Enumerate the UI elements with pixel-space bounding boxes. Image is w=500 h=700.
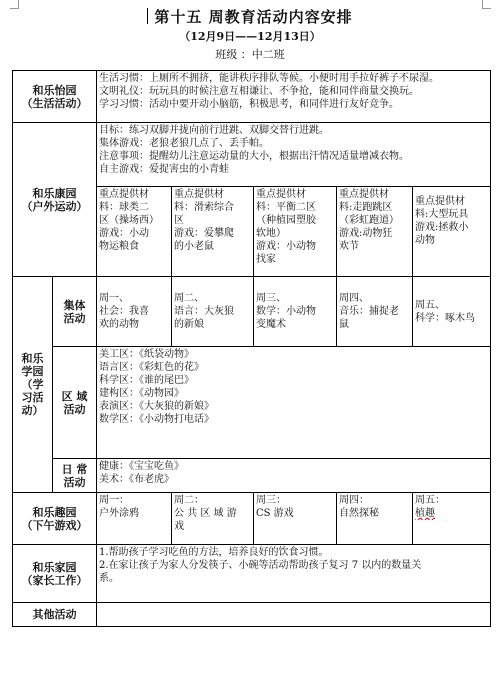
fun-day-3[interactable]: 周三： CS 游戏 (254, 493, 337, 545)
group-activity-header: 集体 活动 (53, 277, 97, 347)
group-day-3[interactable]: 周三、 数学：小动物 变魔术 (254, 277, 337, 347)
fun-header: 和乐趣园 （下午游戏） (13, 493, 97, 545)
title-text: 第十五 周教育活动内容安排 (154, 8, 353, 26)
row-outdoor-text (13, 123, 491, 187)
life-header: 和乐怡园 （生活活动） (13, 71, 97, 123)
fun-day-2[interactable]: 周二： 公 共 区 域 游 戏 (172, 493, 254, 545)
group-day-1[interactable]: 周一、 社会：我喜 欢的动物 (97, 277, 172, 347)
fun-day-1[interactable]: 周一： 户外涂鸦 (97, 493, 172, 545)
study-header: 和乐 学园 （学 习活 动） (13, 277, 53, 493)
class-label: 班级 ：中二班 (215, 48, 285, 61)
zone-5[interactable]: 重点提供材 料:大型玩具 游戏:拯救小 动物 (413, 187, 491, 277)
outdoor-notes: 注意事项：提醒幼儿注意运动量的大小，根据出汗情况适量增减衣物。 (99, 151, 409, 162)
row-afternoon-games (13, 493, 491, 545)
daily-activity-content[interactable]: 健康：《宝宝吃鱼》 美术：《布老虎》 (97, 459, 491, 493)
other-header: 其他活动 (13, 603, 97, 627)
fun-day-5[interactable]: 周五： 植趣 (413, 493, 491, 545)
life-content[interactable] (97, 71, 491, 123)
activity-schedule-table (12, 70, 491, 627)
row-study-group (13, 277, 491, 347)
life-line-1: 生活习惯：上厕所不拥挤，能讲秩序排队等候。小便时用手拉好裤子不尿湿。 (99, 73, 439, 84)
page-title (0, 6, 500, 27)
outdoor-header: 和乐康园 （户外运动） (13, 123, 97, 277)
daily-activity-header: 日 常 活动 (53, 459, 97, 493)
row-study-area (13, 347, 491, 459)
fun-day-4[interactable]: 周四： 自然探秘 (337, 493, 413, 545)
area-activity-header: 区 域 活动 (53, 347, 97, 459)
group-day-4[interactable]: 周四、 音乐：捕捉老 鼠 (337, 277, 413, 347)
zone-1[interactable]: 重点提供材 料：球类二 区（操场西） 游戏：小动 物运粮食 (97, 187, 172, 277)
outdoor-goal: 目标：练习双脚并拢向前行进跳、双脚交替行进跳。 (99, 125, 329, 136)
row-study-daily (13, 459, 491, 493)
group-day-2[interactable]: 周二、 语言：大灰狼 的新娘 (172, 277, 254, 347)
area-activity-content[interactable]: 美工区：《纸袋动物》 语言区：《彩虹色的花》 科学区：《谁的尾巴》 建构区：《动物园》 表演区：《大灰狼的新娘》 数学区：《小动物打电话》 (97, 347, 491, 459)
life-line-3: 学习习惯：活动中要开动小脑筋，积极思考，和同伴进行友好竞争。 (99, 99, 399, 110)
zone-2[interactable]: 重点提供材 料：滑索综合 区 游戏：爱攀爬 的小老鼠 (172, 187, 254, 277)
outdoor-content[interactable] (97, 123, 491, 187)
outdoor-group-game: 集体游戏：老狼老狼几点了、丢手帕。 (99, 138, 269, 149)
date-range: （12月9日——12月13日） (179, 30, 321, 43)
outdoor-free-game: 自主游戏：爱捉害虫的小青蛙 (99, 164, 229, 175)
row-other (13, 603, 491, 627)
life-line-2: 文明礼仪：玩玩具的时候注意互相谦让、不争抢，能和同伴商量交换玩。 (99, 86, 419, 97)
row-life (13, 71, 491, 123)
zone-4[interactable]: 重点提供材 料:走跑跳区 （彩虹跑道） 游戏:动物狂 欢节 (337, 187, 413, 277)
text-cursor (147, 8, 148, 24)
zone-3[interactable]: 重点提供材 料：平衡二区 （种植园塑胶 软地） 游戏：小动物 找家 (254, 187, 337, 277)
home-header: 和乐家园 （家长工作） (13, 545, 97, 603)
other-content[interactable] (97, 603, 491, 627)
group-day-5[interactable]: 周五、 科学：啄木鸟 (413, 277, 491, 347)
row-parent-work (13, 545, 491, 603)
home-content[interactable]: 1.帮助孩子学习吃鱼的方法，培养良好的饮食习惯。 2.在家让孩子为家人分发筷子、小碗等活动帮助孩子复习 7 以内的数量关 系。 (97, 545, 491, 603)
